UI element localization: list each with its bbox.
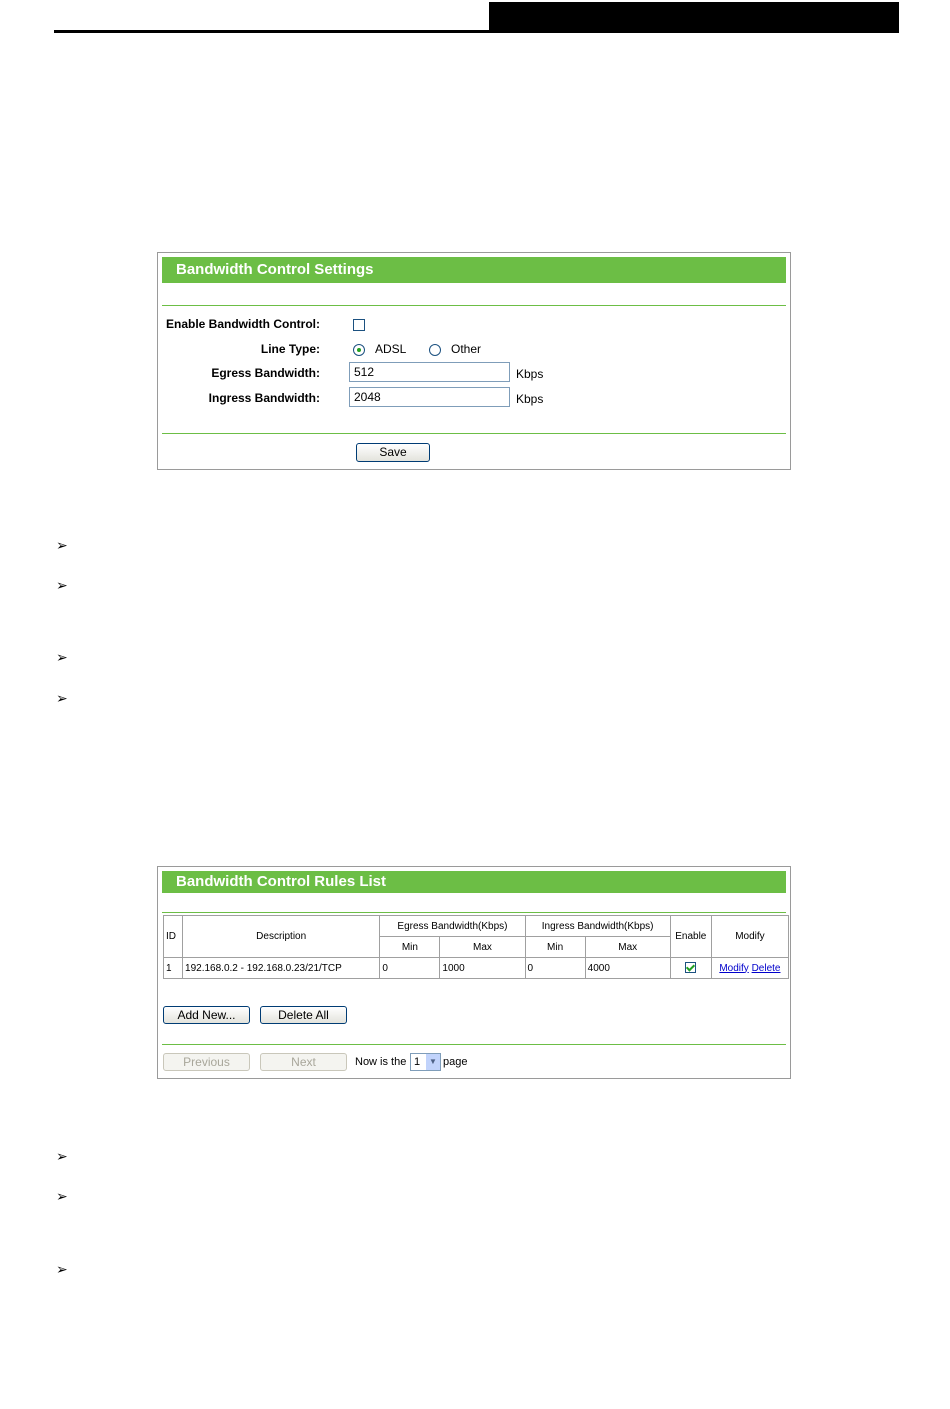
bullet-marker: ➢	[56, 649, 68, 665]
bandwidth-settings-panel	[157, 252, 791, 470]
page-select[interactable]	[410, 1053, 441, 1071]
divider	[162, 433, 786, 434]
table-row	[164, 958, 789, 979]
chevron-down-icon: ▼	[426, 1054, 440, 1070]
adsl-label: ADSL	[375, 342, 407, 356]
header-egress: Egress Bandwidth(Kbps)	[380, 916, 525, 937]
egress-bandwidth-input[interactable]: 512	[349, 362, 510, 382]
page-prefix: Now is the	[355, 1056, 407, 1068]
enable-bandwidth-checkbox[interactable]	[353, 319, 365, 331]
line-type-other-radio[interactable]	[429, 344, 441, 356]
previous-button[interactable]: Previous	[163, 1053, 250, 1071]
header-egress-min: Min	[380, 937, 440, 958]
ingress-label: Ingress Bandwidth:	[208, 391, 320, 405]
header-rule	[54, 30, 491, 33]
panel-title: Bandwidth Control Rules List	[162, 871, 786, 893]
header-enable: Enable	[670, 916, 711, 958]
page-select-value: 1	[414, 1056, 421, 1068]
header-ingress: Ingress Bandwidth(Kbps)	[525, 916, 670, 937]
header-black-bar	[489, 2, 899, 33]
divider	[162, 1044, 786, 1045]
row-egress-min: 0	[380, 958, 440, 979]
other-label: Other	[451, 342, 482, 356]
save-button[interactable]: Save	[356, 443, 430, 462]
bullet-marker: ➢	[56, 577, 68, 593]
bullet-marker: ➢	[56, 1188, 68, 1204]
divider	[162, 305, 786, 306]
add-new-button[interactable]: Add New...	[163, 1006, 250, 1024]
egress-label: Egress Bandwidth:	[211, 366, 320, 380]
delete-all-button[interactable]: Delete All	[260, 1006, 347, 1024]
row-ingress-min: 0	[525, 958, 585, 979]
rules-list-panel	[157, 866, 791, 1079]
next-button[interactable]: Next	[260, 1053, 347, 1071]
row-egress-max: 1000	[440, 958, 525, 979]
page-suffix: page	[443, 1056, 468, 1068]
row-enable-cell	[670, 958, 711, 979]
divider	[162, 912, 786, 913]
row-description: 192.168.0.2 - 192.168.0.23/21/TCP	[183, 958, 380, 979]
bullet-marker: ➢	[56, 537, 68, 553]
ingress-bandwidth-input[interactable]: 2048	[349, 387, 510, 407]
bullet-marker: ➢	[56, 690, 68, 706]
rules-table	[163, 915, 789, 979]
header-modify: Modify	[711, 916, 788, 958]
ingress-unit: Kbps	[516, 392, 544, 406]
bullet-marker: ➢	[56, 1148, 68, 1164]
header-description: Description	[183, 916, 380, 958]
row-enable-checkbox[interactable]	[685, 962, 696, 973]
enable-label: Enable Bandwidth Control:	[166, 317, 320, 331]
line-type-adsl-radio[interactable]	[353, 344, 365, 356]
header-egress-max: Max	[440, 937, 525, 958]
delete-link[interactable]: Delete	[751, 962, 781, 974]
row-id: 1	[164, 958, 183, 979]
bullet-marker: ➢	[56, 1261, 68, 1277]
row-actions	[711, 958, 788, 979]
header-ingress-max: Max	[585, 937, 670, 958]
line-type-label: Line Type:	[260, 342, 320, 356]
egress-unit: Kbps	[516, 367, 544, 381]
header-id: ID	[164, 916, 183, 958]
row-ingress-max: 4000	[585, 958, 670, 979]
modify-link[interactable]: Modify	[719, 962, 749, 974]
header-ingress-min: Min	[525, 937, 585, 958]
panel-title: Bandwidth Control Settings	[162, 257, 786, 283]
